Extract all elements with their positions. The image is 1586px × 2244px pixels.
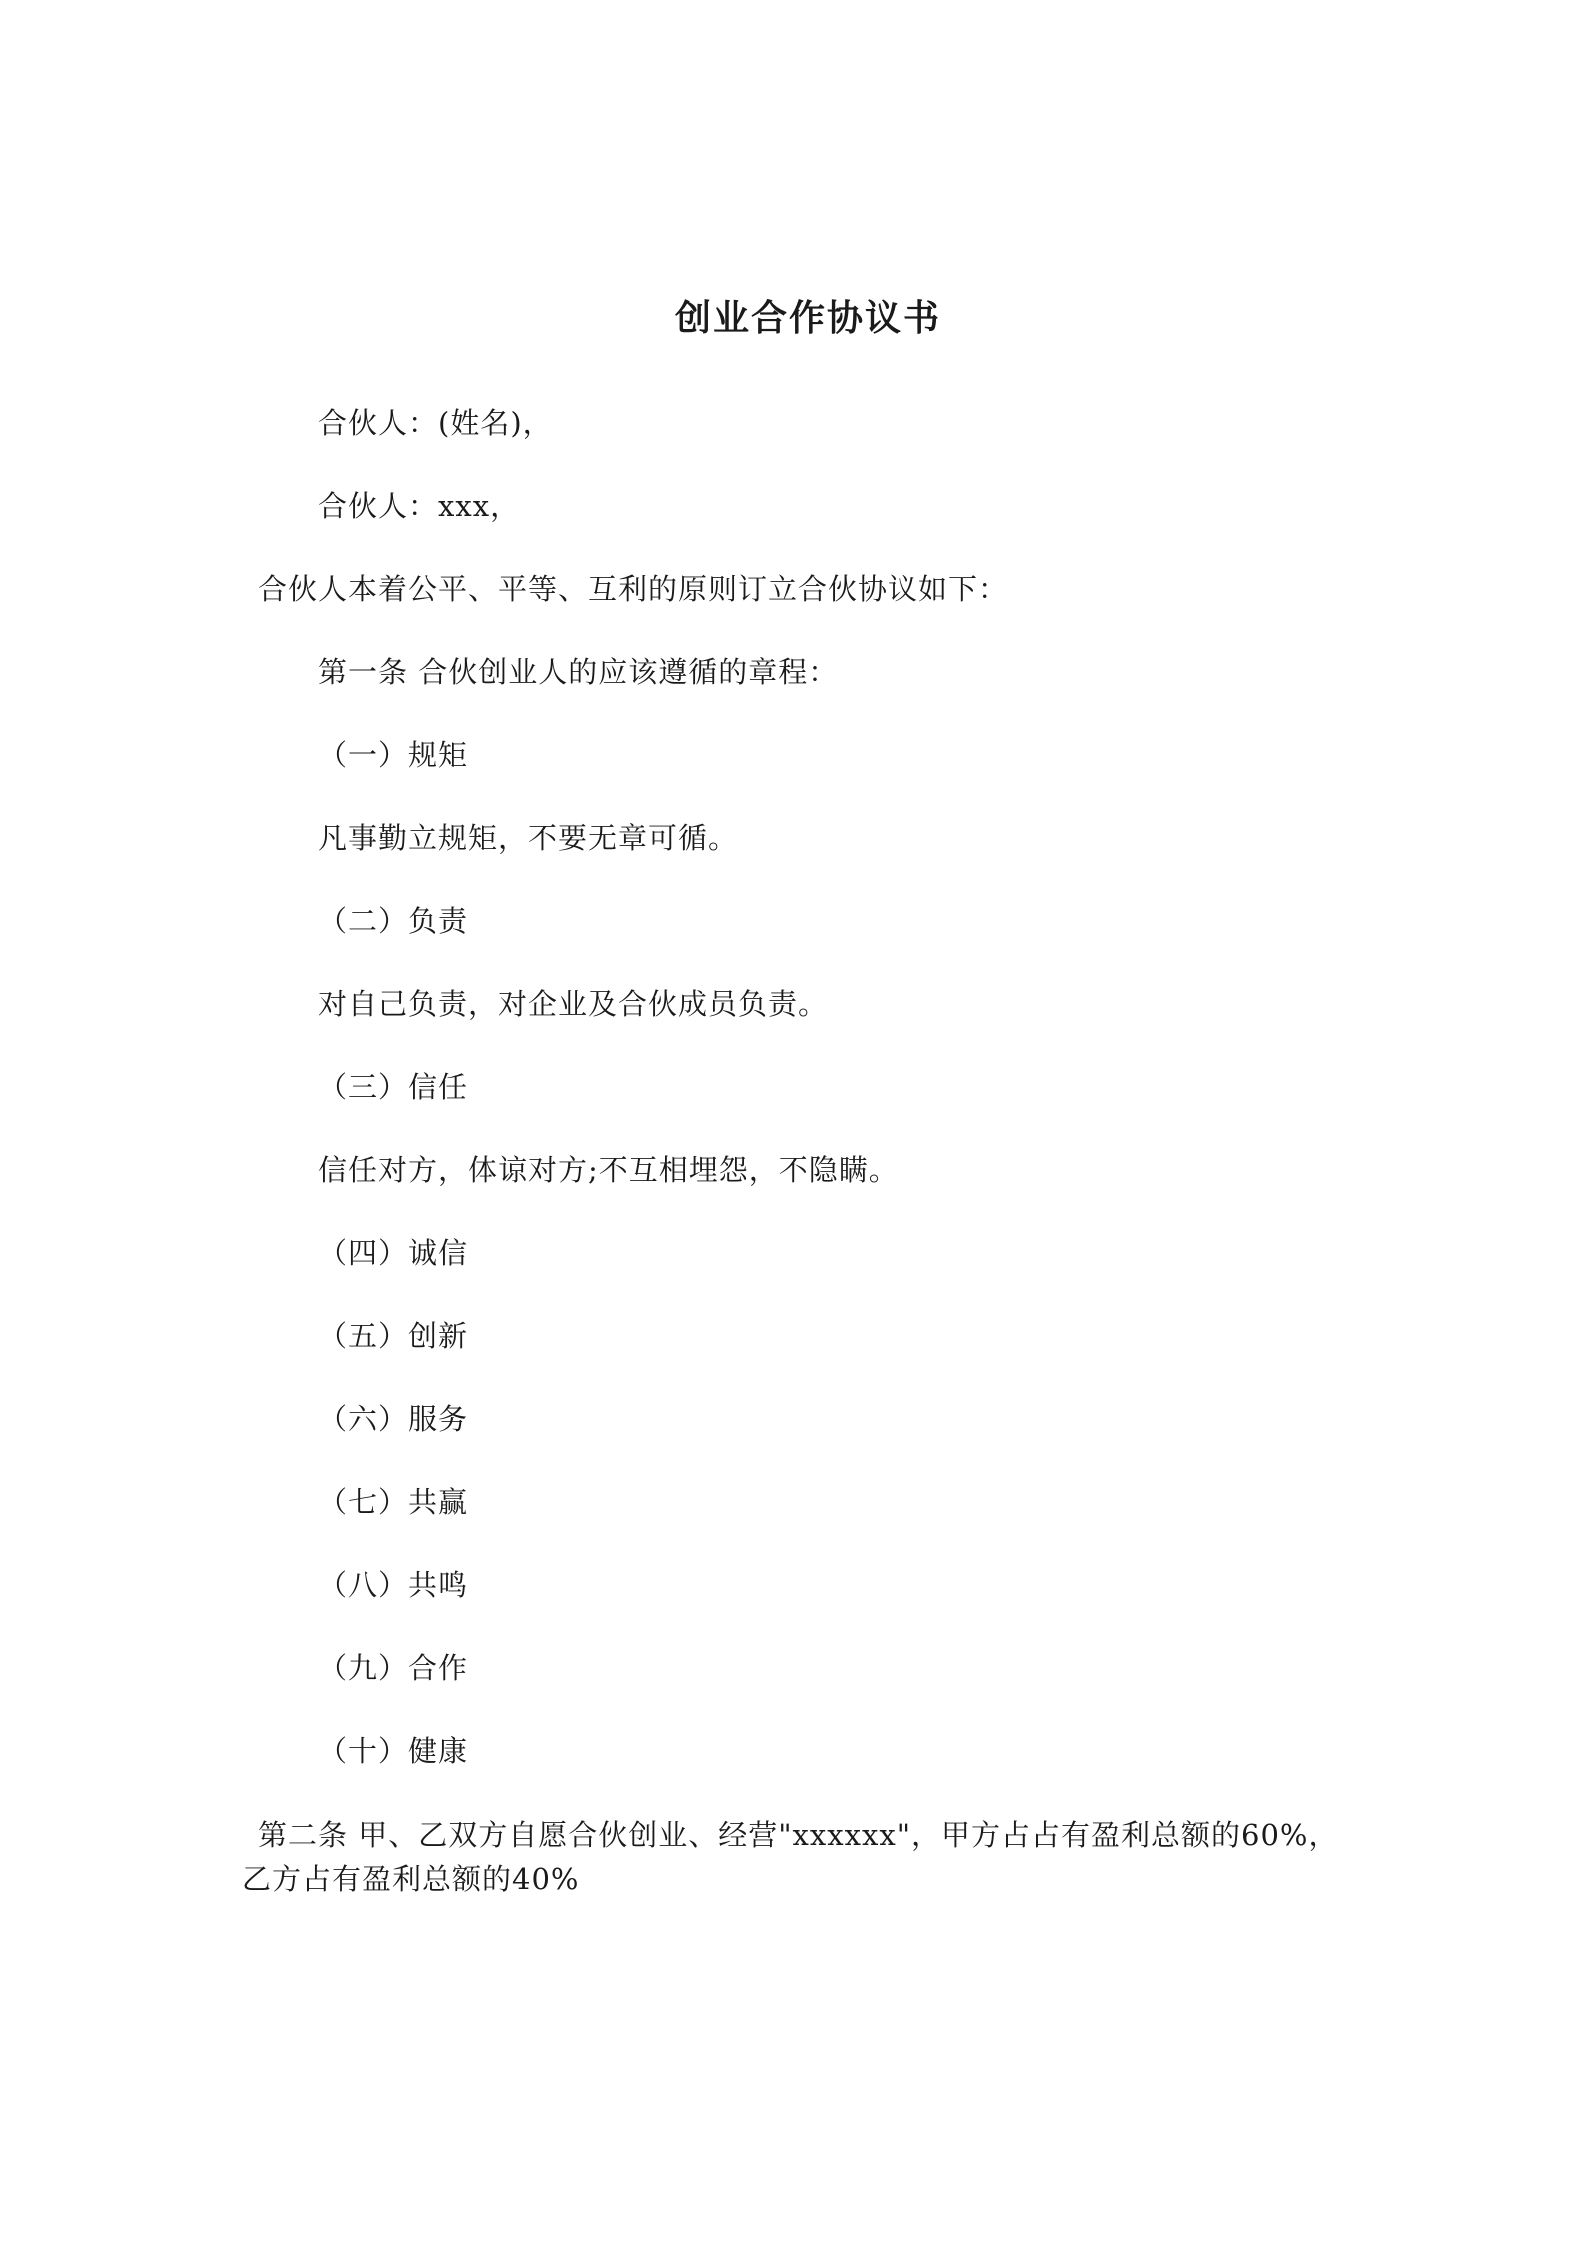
- document-title: 创业合作协议书: [674, 297, 941, 339]
- item-label: （八）共鸣: [318, 1568, 469, 1602]
- item-label: （十）健康: [318, 1734, 469, 1768]
- item-text: 凡事勤立规矩，不要无章可循。: [318, 821, 739, 855]
- item-text: 对自己负责，对企业及合伙成员负责。: [318, 987, 829, 1021]
- partner-line-2: 合伙人：xxx，: [318, 489, 521, 523]
- item-label: （四）诚信: [318, 1236, 469, 1270]
- article-1-heading: 第一条 合伙创业人的应该遵循的章程：: [318, 655, 839, 689]
- item-label: （二）负责: [318, 904, 469, 938]
- item-label: （六）服务: [318, 1402, 469, 1436]
- item-label: （三）信任: [318, 1070, 469, 1104]
- item-label: （五）创新: [318, 1319, 469, 1353]
- partner-line-1: 合伙人：(姓名)，: [318, 406, 553, 440]
- item-label: （七）共赢: [318, 1485, 469, 1519]
- item-label: （九）合作: [318, 1651, 469, 1685]
- item-label: （一）规矩: [318, 738, 469, 772]
- intro-paragraph: 合伙人本着公平、平等、互利的原则订立合伙协议如下：: [258, 572, 1009, 606]
- article-2-paragraph: 第二条 甲、乙双方自愿合伙创业、经营"xxxxxx"，甲方占占有盈利总额的60%，乙方占有盈利总额的40%: [242, 1818, 1339, 1896]
- item-text: 信任对方，体谅对方;不互相埋怨，不隐瞒。: [318, 1153, 899, 1187]
